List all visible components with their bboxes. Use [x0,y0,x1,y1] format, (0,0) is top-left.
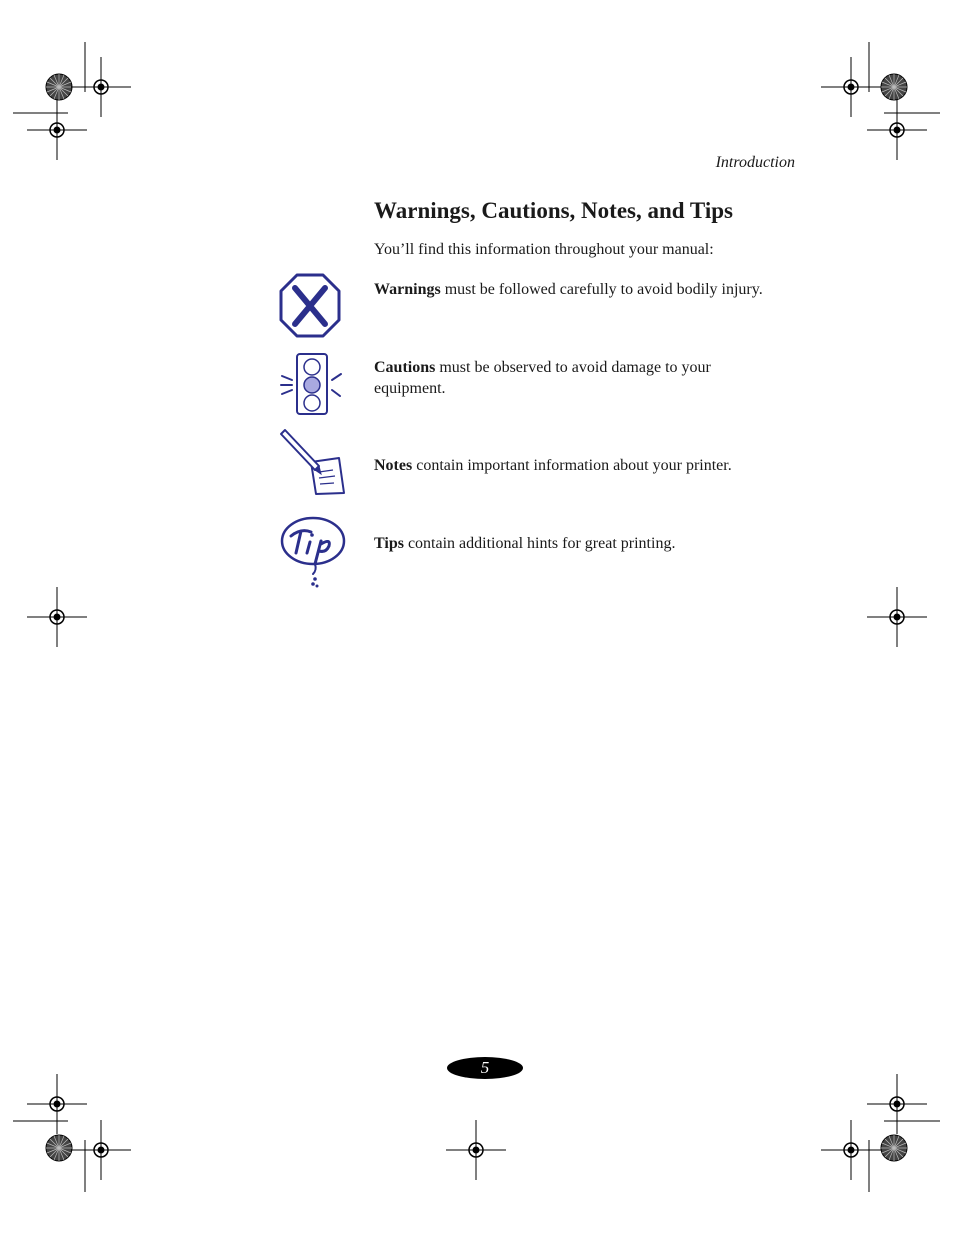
cautions-term: Cautions [374,359,436,376]
tips-text: contain additional hints for great printing. [407,535,676,552]
tip-speech-balloon-icon [277,514,349,590]
cautions-text: must be observed to avoid damage to your equipment. [374,359,711,397]
warnings-entry [374,279,784,300]
running-head: Introduction [715,154,795,171]
page-number: 5 [447,1057,523,1079]
tips-term: Tips [374,535,404,552]
note-pen-paper-icon [277,428,347,498]
notes-text: contain important information about your printer. [416,457,732,474]
section-title: Warnings, Cautions, Notes, and Tips [374,198,733,223]
notes-entry [374,455,784,476]
warning-stop-sign-icon [277,270,343,342]
caution-traffic-light-icon [277,352,343,418]
warnings-text: must be followed carefully to avoid bodily injury. [444,281,763,298]
warnings-term: Warnings [374,281,441,298]
section-intro: You’ll find this information throughout your manual: [374,241,714,258]
tips-entry [374,533,784,554]
notes-term: Notes [374,457,413,474]
cautions-entry [374,357,734,399]
